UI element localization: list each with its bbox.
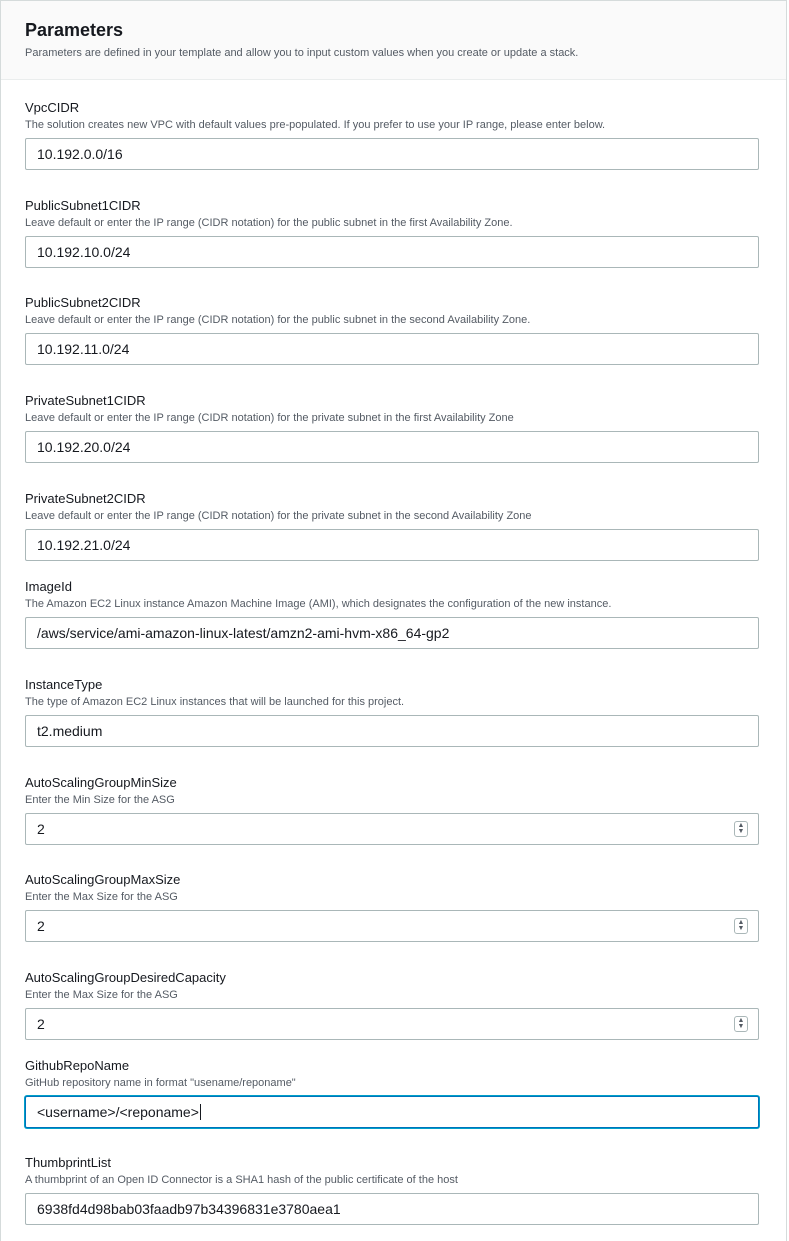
field-label: GithubRepoName <box>25 1058 130 1073</box>
privatesubnet1cidr-input[interactable] <box>25 431 759 463</box>
input-value: 6938fd4d98bab03faadb97b34396831e3780aea1 <box>37 1201 341 1217</box>
field-label: PublicSubnet2CIDR <box>25 295 141 310</box>
field-asg-min-size <box>25 775 759 845</box>
field-hint: Leave default or enter the IP range (CIDR notation) for the public subnet in the first Availability Zone. <box>25 217 513 229</box>
field-publicsubnet2cidr <box>25 295 759 365</box>
field-vpccidr <box>25 100 759 170</box>
field-hint: GitHub repository name in format "usename/reponame" <box>25 1077 296 1089</box>
field-asg-desired-capacity <box>25 970 759 1040</box>
input-value: 10.192.20.0/24 <box>37 439 131 455</box>
field-imageid <box>25 579 759 649</box>
field-hint: A thumbprint of an Open ID Connector is a SHA1 hash of the public certificate of the host <box>25 1174 458 1186</box>
input-value: 2 <box>37 1016 45 1032</box>
field-label: AutoScalingGroupMinSize <box>25 775 177 790</box>
field-hint: Enter the Max Size for the ASG <box>25 989 178 1001</box>
field-githubreponame <box>25 1058 759 1128</box>
instancetype-input[interactable] <box>25 715 759 747</box>
publicsubnet1cidr-input[interactable] <box>25 236 759 268</box>
field-instancetype <box>25 677 759 747</box>
field-label: VpcCIDR <box>25 100 80 115</box>
section-header <box>1 1 786 80</box>
field-publicsubnet1cidr <box>25 198 759 268</box>
input-value: <username>/<reponame> <box>37 1104 199 1120</box>
vpccidr-input[interactable] <box>25 138 759 170</box>
number-stepper-icon[interactable]: ▲ ▼ <box>734 918 748 934</box>
githubreponame-input[interactable] <box>25 1096 759 1128</box>
field-privatesubnet1cidr <box>25 393 759 463</box>
input-value: /aws/service/ami-amazon-linux-latest/amzn2-ami-hvm-x86_64-gp2 <box>37 625 450 641</box>
field-hint: Enter the Min Size for the ASG <box>25 794 175 806</box>
field-privatesubnet2cidr <box>25 491 759 561</box>
field-label: AutoScalingGroupDesiredCapacity <box>25 970 226 985</box>
field-label: AutoScalingGroupMaxSize <box>25 872 181 887</box>
input-value: 10.192.0.0/16 <box>37 146 123 162</box>
field-label: PublicSubnet1CIDR <box>25 198 141 213</box>
field-thumbprintlist <box>25 1155 759 1225</box>
field-hint: The type of Amazon EC2 Linux instances that will be launched for this project. <box>25 696 405 708</box>
number-stepper-icon[interactable]: ▲ ▼ <box>734 821 748 837</box>
input-value: 10.192.10.0/24 <box>37 244 131 260</box>
field-label: ThumbprintList <box>25 1155 111 1170</box>
field-hint: Enter the Max Size for the ASG <box>25 891 178 903</box>
field-label: InstanceType <box>25 677 103 692</box>
input-value: 2 <box>37 821 45 837</box>
asg-max-size-input[interactable] <box>25 910 759 942</box>
field-label: PrivateSubnet1CIDR <box>25 393 146 408</box>
field-hint: Leave default or enter the IP range (CIDR notation) for the private subnet in the second Availability Zone <box>25 510 532 522</box>
field-hint: Leave default or enter the IP range (CIDR notation) for the public subnet in the second Availability Zone. <box>25 314 531 326</box>
field-asg-max-size <box>25 872 759 942</box>
field-label: ImageId <box>25 579 72 594</box>
field-hint: The solution creates new VPC with default values pre-populated. If you prefer to use your IP range, please enter below. <box>25 119 606 131</box>
field-label: PrivateSubnet2CIDR <box>25 491 146 506</box>
text-caret <box>200 1104 201 1120</box>
input-value: 10.192.11.0/24 <box>37 341 130 357</box>
field-hint: Leave default or enter the IP range (CIDR notation) for the private subnet in the first Availability Zone <box>25 412 514 424</box>
input-value: 2 <box>37 918 45 934</box>
number-stepper-icon[interactable]: ▲ ▼ <box>734 1016 748 1032</box>
input-value: t2.medium <box>37 723 103 739</box>
input-value: 10.192.21.0/24 <box>37 537 131 553</box>
asg-desired-capacity-input[interactable] <box>25 1008 759 1040</box>
section-description: Parameters are defined in your template and allow you to input custom values when you create or update a stack. <box>25 47 579 59</box>
section-title: Parameters <box>25 20 124 40</box>
thumbprintlist-input[interactable] <box>25 1193 759 1225</box>
privatesubnet2cidr-input[interactable] <box>25 529 759 561</box>
publicsubnet2cidr-input[interactable] <box>25 333 759 365</box>
asg-min-size-input[interactable] <box>25 813 759 845</box>
imageid-input[interactable] <box>25 617 759 649</box>
field-hint: The Amazon EC2 Linux instance Amazon Machine Image (AMI), which designates the configuration of the new instance. <box>25 598 612 610</box>
